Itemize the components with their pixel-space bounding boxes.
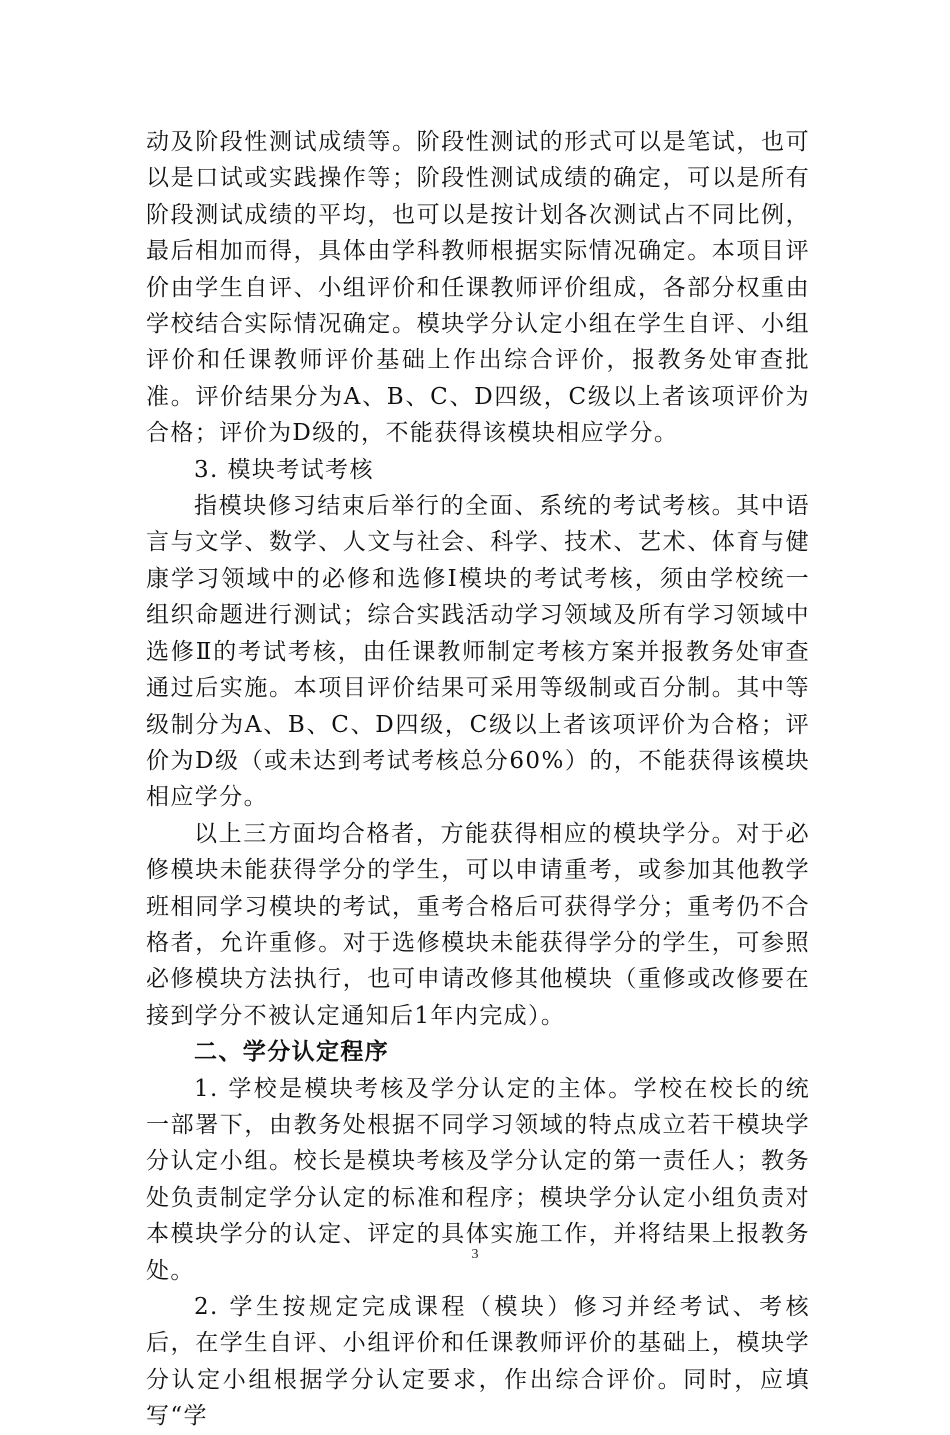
page-number: 3 <box>471 1247 479 1262</box>
paragraph-retake-policy: 以上三方面均合格者，方能获得相应的模块学分。对于必修模块未能获得学分的学生，可以申请重考，或参加其他教学班相同学习模块的考试，重考合格后可获得学分；重考仍不合格者，允许重修。对于选修模块未能获得学分的学生，可参照必修模块方法执行，也可申请改修其他模块（重修或改修要在接到学分不被认定通知后1年内完成）。 <box>146 820 810 1029</box>
paragraph-stage-test-evaluation: 动及阶段性测试成绩等。阶段性测试的形式可以是笔试，也可以是口试或实践操作等；阶段性测试成绩的确定，可以是所有阶段测试成绩的平均，也可以是按计划各次测试占不同比例，最后相加而得，具体由学科教师根据实际情况确定。本项目评价由学生自评、小组评价和任课教师评价组成，各部分权重由学校结合实际情况确定。模块学分认定小组在学生自评、小组评价和任课教师评价基础上作出综合评价，报教务处审查批准。评价结果分为A、B、C、D四级，C级以上者该项评价为合格；评价为D级的，不能获得该模块相应学分。 <box>146 129 810 447</box>
paragraph-module-exam: 指模块修习结束后举行的全面、系统的考试考核。其中语言与文学、数学、人文与社会、科学、技术、艺术、体育与健康学习领域中的必修和选修Ⅰ模块的考试考核，须由学校统一组织命题进行测试；综合实践活动学习领域及所有学习领域中选修Ⅱ的考试考核，由任课教师制定考核方案并报教务处审查通过后实施。本项目评价结果可采用等级制或百分制。其中等级制分为A、B、C、D四级，C级以上者该项评价为合格；评价为D级（或未达到考试考核总分60%）的，不能获得该模块相应学分。 <box>146 493 810 811</box>
paragraph-student-evaluation: 2. 学生按规定完成课程（模块）修习并经考试、考核后，在学生自评、小组评价和任课教师评价的基础上，模块学分认定小组根据学分认定要求，作出综合评价。同时，应填写“学 <box>146 1294 810 1430</box>
document-body <box>146 124 810 1435</box>
section-heading-credit-procedure: 二、学分认定程序 <box>194 1039 390 1066</box>
subheading-module-exam: 3. 模块考试考核 <box>194 456 374 483</box>
paragraph-school-responsibility: 1. 学校是模块考核及学分认定的主体。学校在校长的统一部署下，由教务处根据不同学习领域的特点成立若干模块学分认定小组。校长是模块考核及学分认定的第一责任人；教务处负责制定学分认定的标准和程序；模块学分认定小组负责对本模块学分的认定、评定的具体实施工作，并将结果上报教务处。 <box>146 1075 810 1284</box>
